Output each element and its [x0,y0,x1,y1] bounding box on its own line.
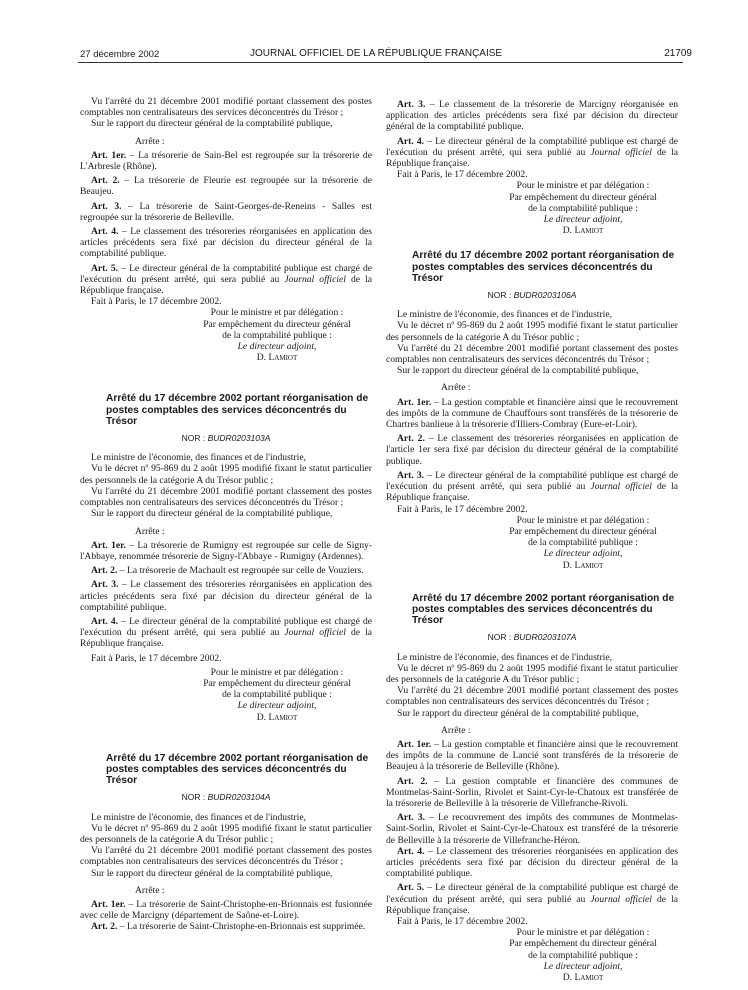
signature-role: Le directeur adjoint, [543,214,623,226]
visa: Vu l'arrêté du 21 décembre 2001 modifié portant classement des postes comptables non centralisateurs des services déconcentrés du Trésor ; [386,685,678,708]
nor-code: BUDR0203107A [513,632,577,643]
article-number: Art. 3. [397,812,426,824]
nor-label: NOR : [181,792,206,803]
signature-role: Le directeur adjoint, [237,700,317,712]
nor-reference [80,792,372,803]
article [80,579,372,613]
article-text: – Le directeur général de la comptabilité publique est chargé de l'exécution du présent arrêté, qui sera publié au [80,615,372,639]
article-text: – La trésorerie de Sain-Bel est regroupée sur la trésorerie de L'Arbresle (Rhône). [80,149,372,173]
arrete-label: Arrête : [441,382,471,394]
signature-block [488,515,678,571]
article-text: – Le directeur général de la comptabilité publique est chargé de l'exécution du présent arrêté, qui sera publié au [386,882,678,905]
fait-a-paris: Fait à Paris, le 17 décembre 2002. [397,916,528,927]
signatory-name: D. Lamiot [256,711,298,723]
article [80,175,372,197]
header-page-number: 21709 [664,48,692,59]
article-text: – La trésorerie de Fleurie est regroupée sur la trésorerie de Beaujeu. [80,175,372,198]
journal-officiel: Journal officiel [590,146,652,158]
nor-code: BUDR0203106A [513,290,577,301]
article [386,470,678,504]
article [80,921,372,932]
signature-block [488,927,678,983]
signature-line: Pour le ministre et par délégation : [210,307,344,319]
signature-line: de la comptabilité publique : [222,689,332,701]
signatory-name: D. Lamiot [562,559,604,571]
article-number: Art. 3. [91,200,122,212]
visa: Sur le rapport du directeur général de la comptabilité publique, [397,707,639,719]
article [80,263,372,297]
article [386,776,678,810]
article-text-tail: de la République française. [386,146,679,170]
signature-line: de la comptabilité publique : [528,949,638,961]
nor-label: NOR : [181,433,206,444]
signature-line: Par empêchement du directeur général [509,525,657,537]
article-text: – Le classement de la trésorerie de Marcigny réorganisée en application des articles précédents sera fixé par décision du directeur général de la comptabilité publique. [386,99,678,133]
article-text: – La gestion comptable et financière ainsi que le recouvrement des impôts de la commune de Chauffours sont transférés de la trésorerie de Chartres banlieue à la trésorerie d'Illiers-Combray (Eure-et-Loir). [386,396,678,431]
article-number: Art. 1er. [91,149,127,161]
article-number: Art. 5. [91,262,119,274]
article-text: – Le classement des trésoreries réorganisées en application des articles précédents sera fixé par décision du directeur général de la comptabilité publique. [80,226,372,260]
visa: Vu l'arrêté du 21 décembre 2001 modifié portant classement des postes comptables non centralisateurs des services déconcentrés du Trésor ; [386,342,678,366]
article-text: – Le classement des trésoreries réorganisées en application des articles précédents sera fixé par décision du directeur général de la comptabilité publique. [80,579,372,613]
article [386,739,678,773]
article-number: Art. 1er. [91,539,126,551]
article-text: – Le directeur général de la comptabilité publique est chargé de l'exécution du présent arrêté, qui sera publié au [80,262,372,285]
article-text: – La trésorerie de Saint-Christophe-en-Brionnais est supprimée. [117,921,366,933]
arrete-label: Arrête : [135,525,165,537]
header-journal-title: JOURNAL OFFICIEL DE LA RÉPUBLIQUE FRANÇAISE [250,48,503,59]
article [80,201,372,223]
article-number: Art. 3. [397,99,426,110]
visa: Vu le décret nº 95-869 du 2 août 1995 modifié fixant le statut particulier des personnels de la catégorie A du Trésor public ; [386,320,678,343]
article-number: Art. 1er. [397,738,432,750]
journal-officiel: Journal officiel [284,273,346,285]
signature-line: Par empêchement du directeur général [203,677,351,689]
nor-reference [80,433,372,444]
visa: Sur le rapport du directeur général de la comptabilité publique, [91,118,333,130]
decree-title: Arrêté du 17 décembre 2002 portant réorganisation de postes comptables des services déconcentrés du Trésor [106,393,369,427]
nor-reference [386,290,678,301]
arrete-label: Arrête : [441,724,471,736]
article-text-tail: de la République française. [80,273,373,297]
article-number: Art. 3. [91,579,119,591]
visa: Sur le rapport du directeur général de la comptabilité publique, [91,508,333,520]
article [386,882,678,916]
signatory-name: D. Lamiot [256,352,298,364]
signatory-name: D. Lamiot [562,225,604,237]
signature-line: de la comptabilité publique : [222,329,332,341]
article-number: Art. 4. [91,226,119,238]
left-column [80,96,372,933]
visa: Vu le décret nº 95-869 du 2 août 1995 modifié fixant le statut particulier des personnels de la catégorie A du Trésor public ; [80,822,372,845]
article-text: – La gestion comptable et financière ainsi que le recouvrement des impôts de la commune de Lancié sont transférés de la trésorerie de Beaujeu à la trésorerie de Belleville (Rhône). [386,738,678,773]
signature-line: Pour le ministre et par délégation : [516,927,650,939]
article [80,899,372,921]
nor-reference [386,632,678,643]
visa: Vu le décret nº 95-869 du 2 août 1995 modifié fixant le statut particulier des personnels de la catégorie A du Trésor public ; [386,662,678,685]
article-text: – La trésorerie de Saint-Christophe-en-Brionnais est fusionnée avec celle de Marcigny (département de Saône-et-Loire). [80,898,372,922]
visa: Sur le rapport du directeur général de la comptabilité publique, [397,365,639,377]
article-number: Art. 4. [397,845,425,857]
article [386,99,678,133]
fait-a-paris: Fait à Paris, le 17 décembre 2002. [397,503,528,515]
signature-line: Par empêchement du directeur général [509,191,657,203]
header-date: 27 décembre 2002 [80,49,160,60]
article-text: – La trésorerie de Rumigny est regroupée sur celle de Signy-l'Abbaye, renommée trésorerie de Signy-l'Abbaye - Rumigny (Ardennes). [80,539,372,562]
journal-officiel: Journal officiel [590,481,652,493]
header-rule [78,62,683,63]
signature-line: Pour le ministre et par délégation : [516,514,650,526]
article-text: – La trésorerie de Saint-Georges-de-Reneins - Salles est regroupée sur la trésorerie de Belleville. [80,200,372,223]
visa: Vu le décret nº 95-869 du 2 août 1995 modifié fixant le statut particulier des personnels de la catégorie A du Trésor public ; [80,463,372,486]
article-text-tail: de la République française. [80,627,373,650]
fait-a-paris: Fait à Paris, le 17 décembre 2002. [91,652,222,664]
arrete-label: Arrête : [135,884,165,896]
nor-code: BUDR0203103A [207,433,271,444]
article [80,616,372,650]
article [386,397,678,431]
decree-title: Arrêté du 17 décembre 2002 portant réorganisation de postes comptables des services déconcentrés du Trésor [412,250,675,284]
arrete-label: Arrête : [135,135,165,147]
article-text: – Le classement des trésoreries réorganisées en application de l'article 1er sera fixé par décision du directeur général de la comptabilité publique. [386,433,679,467]
signature-block [182,307,372,363]
article-text: – Le recouvrement des impôts des communes de Montmelas-Saint-Sorlin, Rivolet et Saint-Cyr-le-Chatoux est transféré de la trésorerie de Belleville à la trésorerie de Villefranche-Héron. [386,812,678,846]
article-number: Art. 1er. [91,898,126,910]
article-number: Art. 2. [91,921,118,933]
signature-line: de la comptabilité publique : [528,537,638,549]
decree-title: Arrêté du 17 décembre 2002 portant réorganisation de postes comptables des services déconcentrés du Trésor [412,592,675,627]
article-text: – La trésorerie de Machault est regroupée sur celle de Vouziers. [117,565,364,577]
visa: Le ministre de l'économie, des finances et de l'industrie, [91,811,306,823]
article [80,540,372,562]
article [80,565,372,576]
article-text: – La gestion comptable et financière des communes de Montmelas-Saint-Sorlin, Rivolet et Saint-Cyr-le-Chatoux est transférée de la trésorerie de Belleville à la trésorerie de Villefranche-Rivoli. [386,775,679,809]
article-number: Art. 3. [397,469,425,481]
article [386,812,678,846]
visa: Vu l'arrêté du 21 décembre 2001 modifié portant classement des postes comptables non centralisateurs des services déconcentrés du Trésor ; [80,96,372,119]
article-text: – Le directeur général de la comptabilité publique est chargé de l'exécution du présent arrêté, qui sera publié au [386,135,678,158]
signature-role: Le directeur adjoint, [543,548,623,560]
article-number: Art. 2. [91,565,118,577]
signature-line: Par empêchement du directeur général [509,938,657,950]
right-column [386,99,678,983]
article-number: Art. 4. [91,615,119,627]
visa: Le ministre de l'économie, des finances et de l'industrie, [397,309,612,321]
article-text-tail: de la République française. [386,893,679,916]
nor-label: NOR : [487,632,512,643]
signature-role: Le directeur adjoint, [237,341,317,353]
page-header [0,47,748,63]
signature-role: Le directeur adjoint, [543,960,623,972]
article [386,846,678,880]
signatory-name: D. Lamiot [562,972,604,984]
visa: Vu l'arrêté du 21 décembre 2001 modifié portant classement des postes comptables non centralisateurs des services déconcentrés du Trésor ; [80,485,372,509]
visa: Le ministre de l'économie, des finances et de l'industrie, [397,651,612,663]
journal-officiel: Journal officiel [284,627,346,639]
article-number: Art. 2. [397,775,428,787]
signature-block [182,667,372,723]
article-text: – Le directeur général de la comptabilité publique est chargé de l'exécution du présent arrêté, qui sera publié au [386,469,678,493]
fait-a-paris: Fait à Paris, le 17 décembre 2002. [397,169,528,181]
fait-a-paris: Fait à Paris, le 17 décembre 2002. [91,296,222,308]
article [386,136,678,170]
visa: Le ministre de l'économie, des finances et de l'industrie, [91,452,306,464]
nor-label: NOR : [487,290,512,301]
signature-block [488,180,678,236]
article-number: Art. 2. [397,433,425,445]
article-number: Art. 4. [397,135,425,147]
article [80,226,372,260]
signature-line: Pour le ministre et par délégation : [516,180,650,192]
article-number: Art. 1er. [397,396,432,408]
visa: Vu l'arrêté du 21 décembre 2001 modifié portant classement des postes comptables non centralisateurs des services déconcentrés du Trésor ; [80,845,372,868]
article-number: Art. 2. [91,175,120,187]
article-text: – Le classement des trésoreries réorganisées en application des articles précédents sera fixé par décision du directeur général de la comptabilité publique. [386,845,678,880]
article-number: Art. 5. [397,882,425,894]
article [80,150,372,172]
signature-line: Pour le ministre et par délégation : [210,666,344,678]
signature-line: Par empêchement du directeur général [203,318,351,330]
journal-officiel: Journal officiel [590,893,652,905]
signature-line: de la comptabilité publique : [528,202,638,214]
nor-code: BUDR0203104A [207,792,271,803]
article-text-tail: de la République française. [386,481,679,504]
decree-title: Arrêté du 17 décembre 2002 portant réorganisation de postes comptables des services déconcentrés du Trésor [106,752,369,787]
visa: Sur le rapport du directeur général de la comptabilité publique, [91,867,333,879]
article [386,433,678,467]
